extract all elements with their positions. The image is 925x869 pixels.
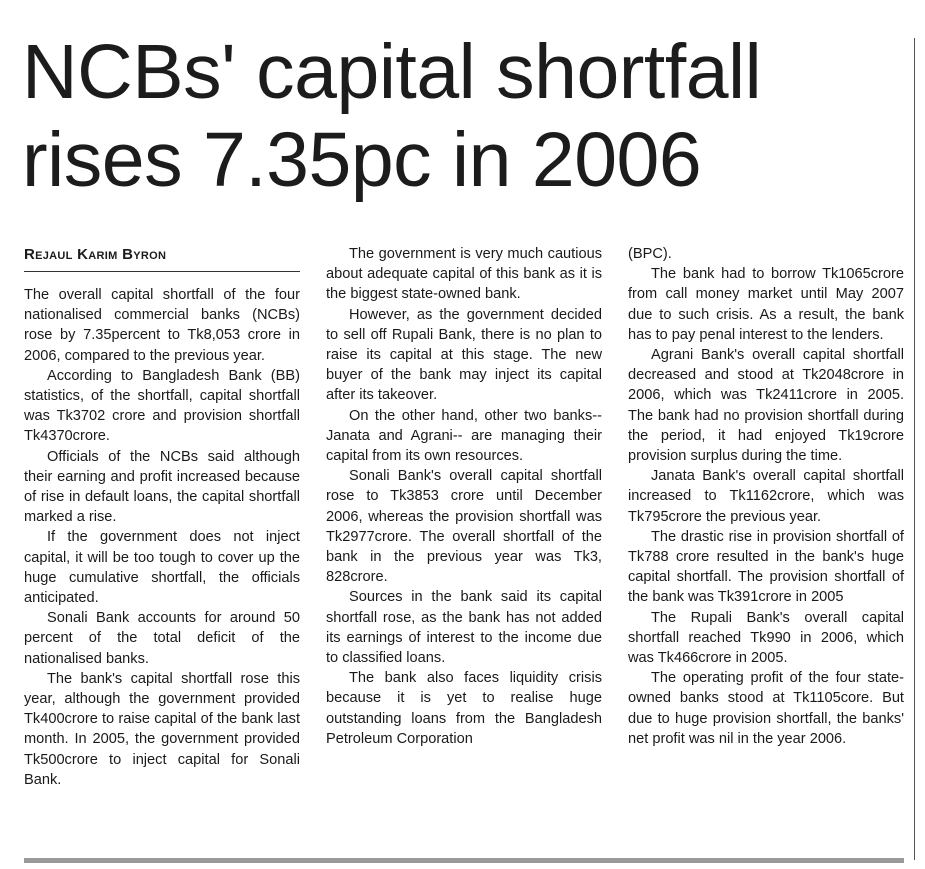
article-column-1 [24,285,300,790]
paragraph: Sonali Bank accounts for around 50 percent of the total deficit of the nationalised banks. [24,610,300,667]
article-column-2 [326,244,602,749]
headline-line-2: rises 7.35pc in 2006 [22,117,702,203]
article-column-3 [628,244,904,749]
paragraph: Sources in the bank said its capital shortfall rose, as the bank has not added its earnings of interest to the income due to classified loans. [326,589,602,667]
paragraph: The government is very much cautious about adequate capital of this bank as it is the biggest state-owned bank. [326,246,602,303]
paragraph: The bank had to borrow Tk1065crore from call money market until May 2007 due to such crisis. As a result, the bank has to pay penal interest to the lenders. [628,266,904,343]
byline-divider [24,271,300,272]
paragraph: The drastic rise in provision shortfall of Tk788 crore resulted in the bank's huge capital shortfall. The provision shortfall of the bank was Tk391crore in 2005 [628,528,904,606]
bottom-rule [24,858,904,863]
paragraph: The operating profit of the four state-owned banks stood at Tk1105core. But due to huge provision shortfall, the banks' net profit was nil in the year 2006. [628,670,904,747]
paragraph: (BPC). [628,246,672,262]
paragraph: Sonali Bank's overall capital shortfall rose to Tk3853 crore until December 2006, whereas the provision shortfall was Tk2977crore. The overall shortfall of the bank in the previous year was Tk3, 828crore. [326,468,602,586]
paragraph: Agrani Bank's overall capital shortfall decreased and stood at Tk2048crore in 2006, which was Tk2411crore in 2005. The bank had no provision shortfall during the period, it had enjoyed Tk19crore provision surplus during the time. [628,347,904,465]
paragraph: If the government does not inject capital, it will be too tough to cover up the huge cumulative shortfall, the officials anticipated. [24,529,300,607]
byline: Rejaul Karim Byron [24,246,167,263]
paragraph: On the other hand, other two banks--Janata and Agrani-- are managing their capital from its own resources. [326,407,602,465]
paragraph: Janata Bank's overall capital shortfall increased to Tk1162crore, which was Tk795crore the previous year. [628,468,904,525]
paragraph: Officials of the NCBs said although their earning and profit increased because of rise in default loans, the capital shortfall marked a rise. [24,448,300,526]
paragraph: The bank also faces liquidity crisis because it is yet to realise huge outstanding loans from the Bangladesh Petroleum Corporation [326,670,602,747]
paragraph: The overall capital shortfall of the four nationalised commercial banks (NCBs) rose by 7.35percent to Tk8,053 crore in 2006, compared to the previous year. [24,287,300,364]
paragraph: The Rupali Bank's overall capital shortfall reached Tk990 in 2006, which was Tk466crore in 2005. [628,609,904,667]
column-rule-right [914,38,915,860]
paragraph: However, as the government decided to sell off Rupali Bank, there is no plan to raise its capital at this stage. The new buyer of the bank may inject its capital after its takeover. [326,306,602,404]
paragraph: According to Bangladesh Bank (BB) statistics, of the shortfall, capital shortfall was Tk3702 crore and provision shortfall Tk4370crore. [24,367,300,445]
headline-line-1: NCBs' capital shortfall [22,29,762,115]
headline [22,28,907,204]
paragraph: The bank's capital shortfall rose this year, although the government provided Tk400crore to raise capital of the bank last month. In 2005, the government provided Tk500crore to inject capital for Sonali Bank. [24,670,300,788]
